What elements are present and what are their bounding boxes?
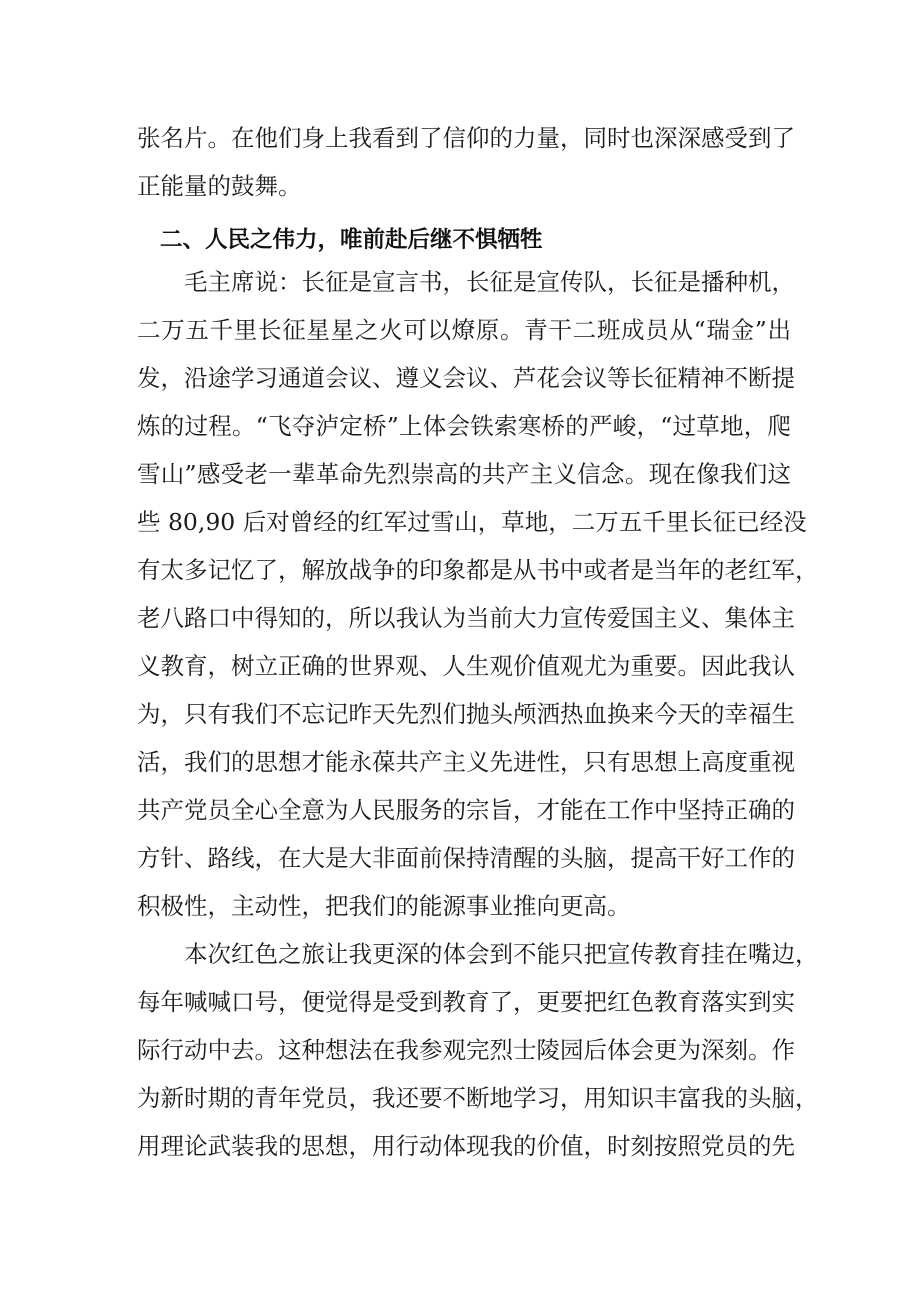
text-line: 用理论武装我的思想，用行动体现我的价值，时刻按照党员的先 (137, 1132, 795, 1160)
text-line: 些 80,90 后对曾经的红军过雪山，草地，二万五千里长征已经没 (137, 508, 807, 536)
text-line: 炼的过程。“飞夺泸定桥”上体会铁索寒桥的严峻，“过草地，爬 (137, 412, 791, 440)
text-line: 共产党员全心全意为人民服务的宗旨，才能在工作中坚持正确的 (137, 796, 795, 824)
text-line: 老八路口中得知的，所以我认为当前大力宣传爱国主义、集体主 (137, 604, 795, 632)
text-line: 雪山”感受老一辈革命先烈崇高的共产主义信念。现在像我们这 (137, 460, 791, 488)
text-line: 张名片。在他们身上我看到了信仰的力量，同时也深深感受到了 (137, 124, 795, 152)
text-line: 发，沿途学习通道会议、遵义会议、芦花会议等长征精神不断提 (137, 364, 795, 392)
text-line: 积极性，主动性，把我们的能源事业推向更高。 (137, 892, 631, 920)
text-line: 为新时期的青年党员，我还要不断地学习，用知识丰富我的头脑， (137, 1084, 819, 1112)
text-line: 活，我们的思想才能永葆共产主义先进性，只有思想上高度重视 (137, 748, 795, 776)
text-line: 为，只有我们不忘记昨天先烈们抛头颅洒热血换来今天的幸福生 (137, 700, 795, 728)
text-line: 毛主席说：长征是宣言书，长征是宣传队，长征是播种机， (184, 268, 795, 296)
text-line: 方针、路线，在大是大非面前保持清醒的头脑，提高干好工作的 (137, 844, 795, 872)
text-line: 二万五千里长征星星之火可以燎原。青干二班成员从“瑞金”出 (137, 316, 791, 344)
section-heading: 二、人民之伟力，唯前赴后继不惧牺牲 (160, 227, 543, 253)
text-line: 每年喊喊口号，便觉得是受到教育了，更要把红色教育落实到实 (137, 988, 795, 1016)
text-line: 正能量的鼓舞。 (137, 172, 302, 200)
text-line: 本次红色之旅让我更深的体会到不能只把宣传教育挂在嘴边， (184, 940, 819, 968)
text-line: 义教育，树立正确的世界观、人生观价值观尤为重要。因此我认 (137, 652, 795, 680)
text-line: 有太多记忆了，解放战争的印象都是从书中或者是当年的老红军， (137, 556, 819, 584)
text-line: 际行动中去。这种想法在我参观完烈士陵园后体会更为深刻。作 (137, 1036, 795, 1064)
